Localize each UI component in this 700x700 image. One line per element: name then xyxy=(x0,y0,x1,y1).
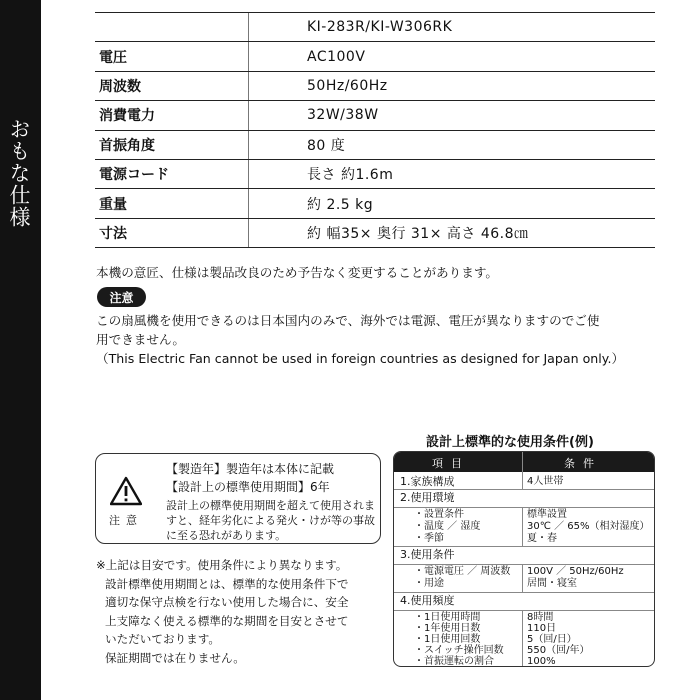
spec-header-row xyxy=(95,12,655,42)
usage-key: ・設置条件 xyxy=(414,509,464,520)
usage-value: 550（回/年） xyxy=(527,645,590,656)
spec-row-power xyxy=(95,101,655,130)
spec-value: 50Hz/60Hz xyxy=(307,77,388,94)
usage-value: 居間・寝室 xyxy=(527,578,577,589)
usage-value: 標準設置 xyxy=(527,509,567,520)
usage-key: ・1年使用日数 xyxy=(414,623,481,634)
spec-value: 32W/38W xyxy=(307,107,379,124)
manufacture-year: 【製造年】製造年は本体に記載 xyxy=(166,462,335,476)
caution-badge: 注意 xyxy=(97,287,146,307)
usage-value: 夏・春 xyxy=(527,533,557,544)
footnote-line: いただいております。 xyxy=(105,632,221,646)
footnote-line: 適切な保守点検を行ない使用した場合に、安全 xyxy=(105,595,349,609)
caution-text xyxy=(96,311,666,368)
usage-table xyxy=(393,451,655,667)
spec-row-cord xyxy=(95,160,655,189)
warning-icon-label: 注意 xyxy=(109,514,143,527)
footnote-line: 保証期間では在りません。 xyxy=(105,650,245,665)
usage-value: 100V ／ 50Hz/60Hz xyxy=(527,566,624,577)
caution-line: 用できません。 xyxy=(96,332,185,347)
footnote-line: ※上記は目安です。使用条件により異なります。 xyxy=(96,558,348,572)
usage-section-title: 2.使用環境 xyxy=(394,489,654,508)
sidebar xyxy=(0,0,41,700)
usage-key: ・1日使用回数 xyxy=(414,634,481,645)
usage-key: ・首振運転の割合 xyxy=(414,656,494,667)
usage-value: 100% xyxy=(527,656,556,667)
spec-label: 周波数 xyxy=(99,78,141,95)
usage-key: ・用途 xyxy=(414,578,444,589)
usage-section-title: 1.家族構成 xyxy=(400,475,455,488)
usage-key: ・季節 xyxy=(414,533,444,544)
spec-row-frequency xyxy=(95,72,655,101)
spec-label: 電圧 xyxy=(99,49,127,66)
spec-value: 約 2.5 kg xyxy=(307,196,374,213)
spec-value: 長さ 約1.6m xyxy=(307,167,394,184)
usage-table-header xyxy=(394,452,654,472)
usage-value: 110日 xyxy=(527,623,557,634)
usage-value: 5（回/日） xyxy=(527,634,577,645)
spec-label: 電源コード xyxy=(99,167,169,184)
spec-label: 消費電力 xyxy=(99,108,155,125)
header-item: 項目 xyxy=(432,457,470,470)
usage-value: 8時間 xyxy=(527,612,554,623)
usage-key: ・電源電圧 ／ 周波数 xyxy=(414,566,511,577)
usage-key: ・温度 ／ 湿度 xyxy=(414,521,481,532)
spec-change-notice: 本機の意匠、仕様は製品改良のため予告なく変更することがあります。 xyxy=(96,265,498,280)
usage-key: ・1日使用時間 xyxy=(414,612,481,623)
spec-label: 首振角度 xyxy=(99,137,155,154)
spec-label: 重量 xyxy=(99,196,127,213)
model-name: KI-283R/KI-W306RK xyxy=(307,19,453,36)
standard-use-period: 【設計上の標準使用期間】6年 xyxy=(166,480,330,494)
usage-value: 4人世帯 xyxy=(527,476,564,487)
sidebar-label: おもな仕様 xyxy=(7,118,31,228)
spec-row-weight xyxy=(95,189,655,218)
warning-body: 設計上の標準使用期間を超えて使用されますと、経年劣化による発火・けが等の事故に至る恐れがあります。 xyxy=(166,499,375,542)
caution-line: この扇風機を使用できるのは日本国内のみで、海外では電源、電圧が異なりますのでご使 xyxy=(96,313,600,328)
caution-line-english: （This Electric Fan cannot be used in foreign countries as designed for Japan only.） xyxy=(96,351,625,366)
warning-box xyxy=(95,453,381,544)
usage-key: ・スイッチ操作回数 xyxy=(414,645,504,656)
usage-value: 30℃ ／ 65%（相対湿度） xyxy=(527,521,650,532)
warning-icon xyxy=(110,476,142,506)
header-condition: 条件 xyxy=(564,457,602,470)
spec-row-oscillation xyxy=(95,131,655,160)
usage-section-title: 3.使用条件 xyxy=(394,546,654,565)
spec-value: AC100V xyxy=(307,48,366,65)
spec-label: 寸法 xyxy=(99,225,127,242)
spec-table xyxy=(95,12,655,248)
footnote xyxy=(96,556,396,667)
usage-table-title: 設計上標準的な使用条件(例) xyxy=(426,435,594,450)
spec-row-voltage xyxy=(95,42,655,71)
footnote-line: 上支障なく使える標準的な期間を目安とさせて xyxy=(105,613,349,628)
footnote-line: 設計標準使用期間とは、標準的な使用条件下で xyxy=(105,576,349,591)
usage-section-title: 4.使用頻度 xyxy=(394,592,654,611)
spec-value: 約 幅35× 奥行 31× 高さ 46.8㎝ xyxy=(307,225,529,242)
spec-value: 80 度 xyxy=(307,137,346,154)
spec-row-dimensions xyxy=(95,219,655,248)
